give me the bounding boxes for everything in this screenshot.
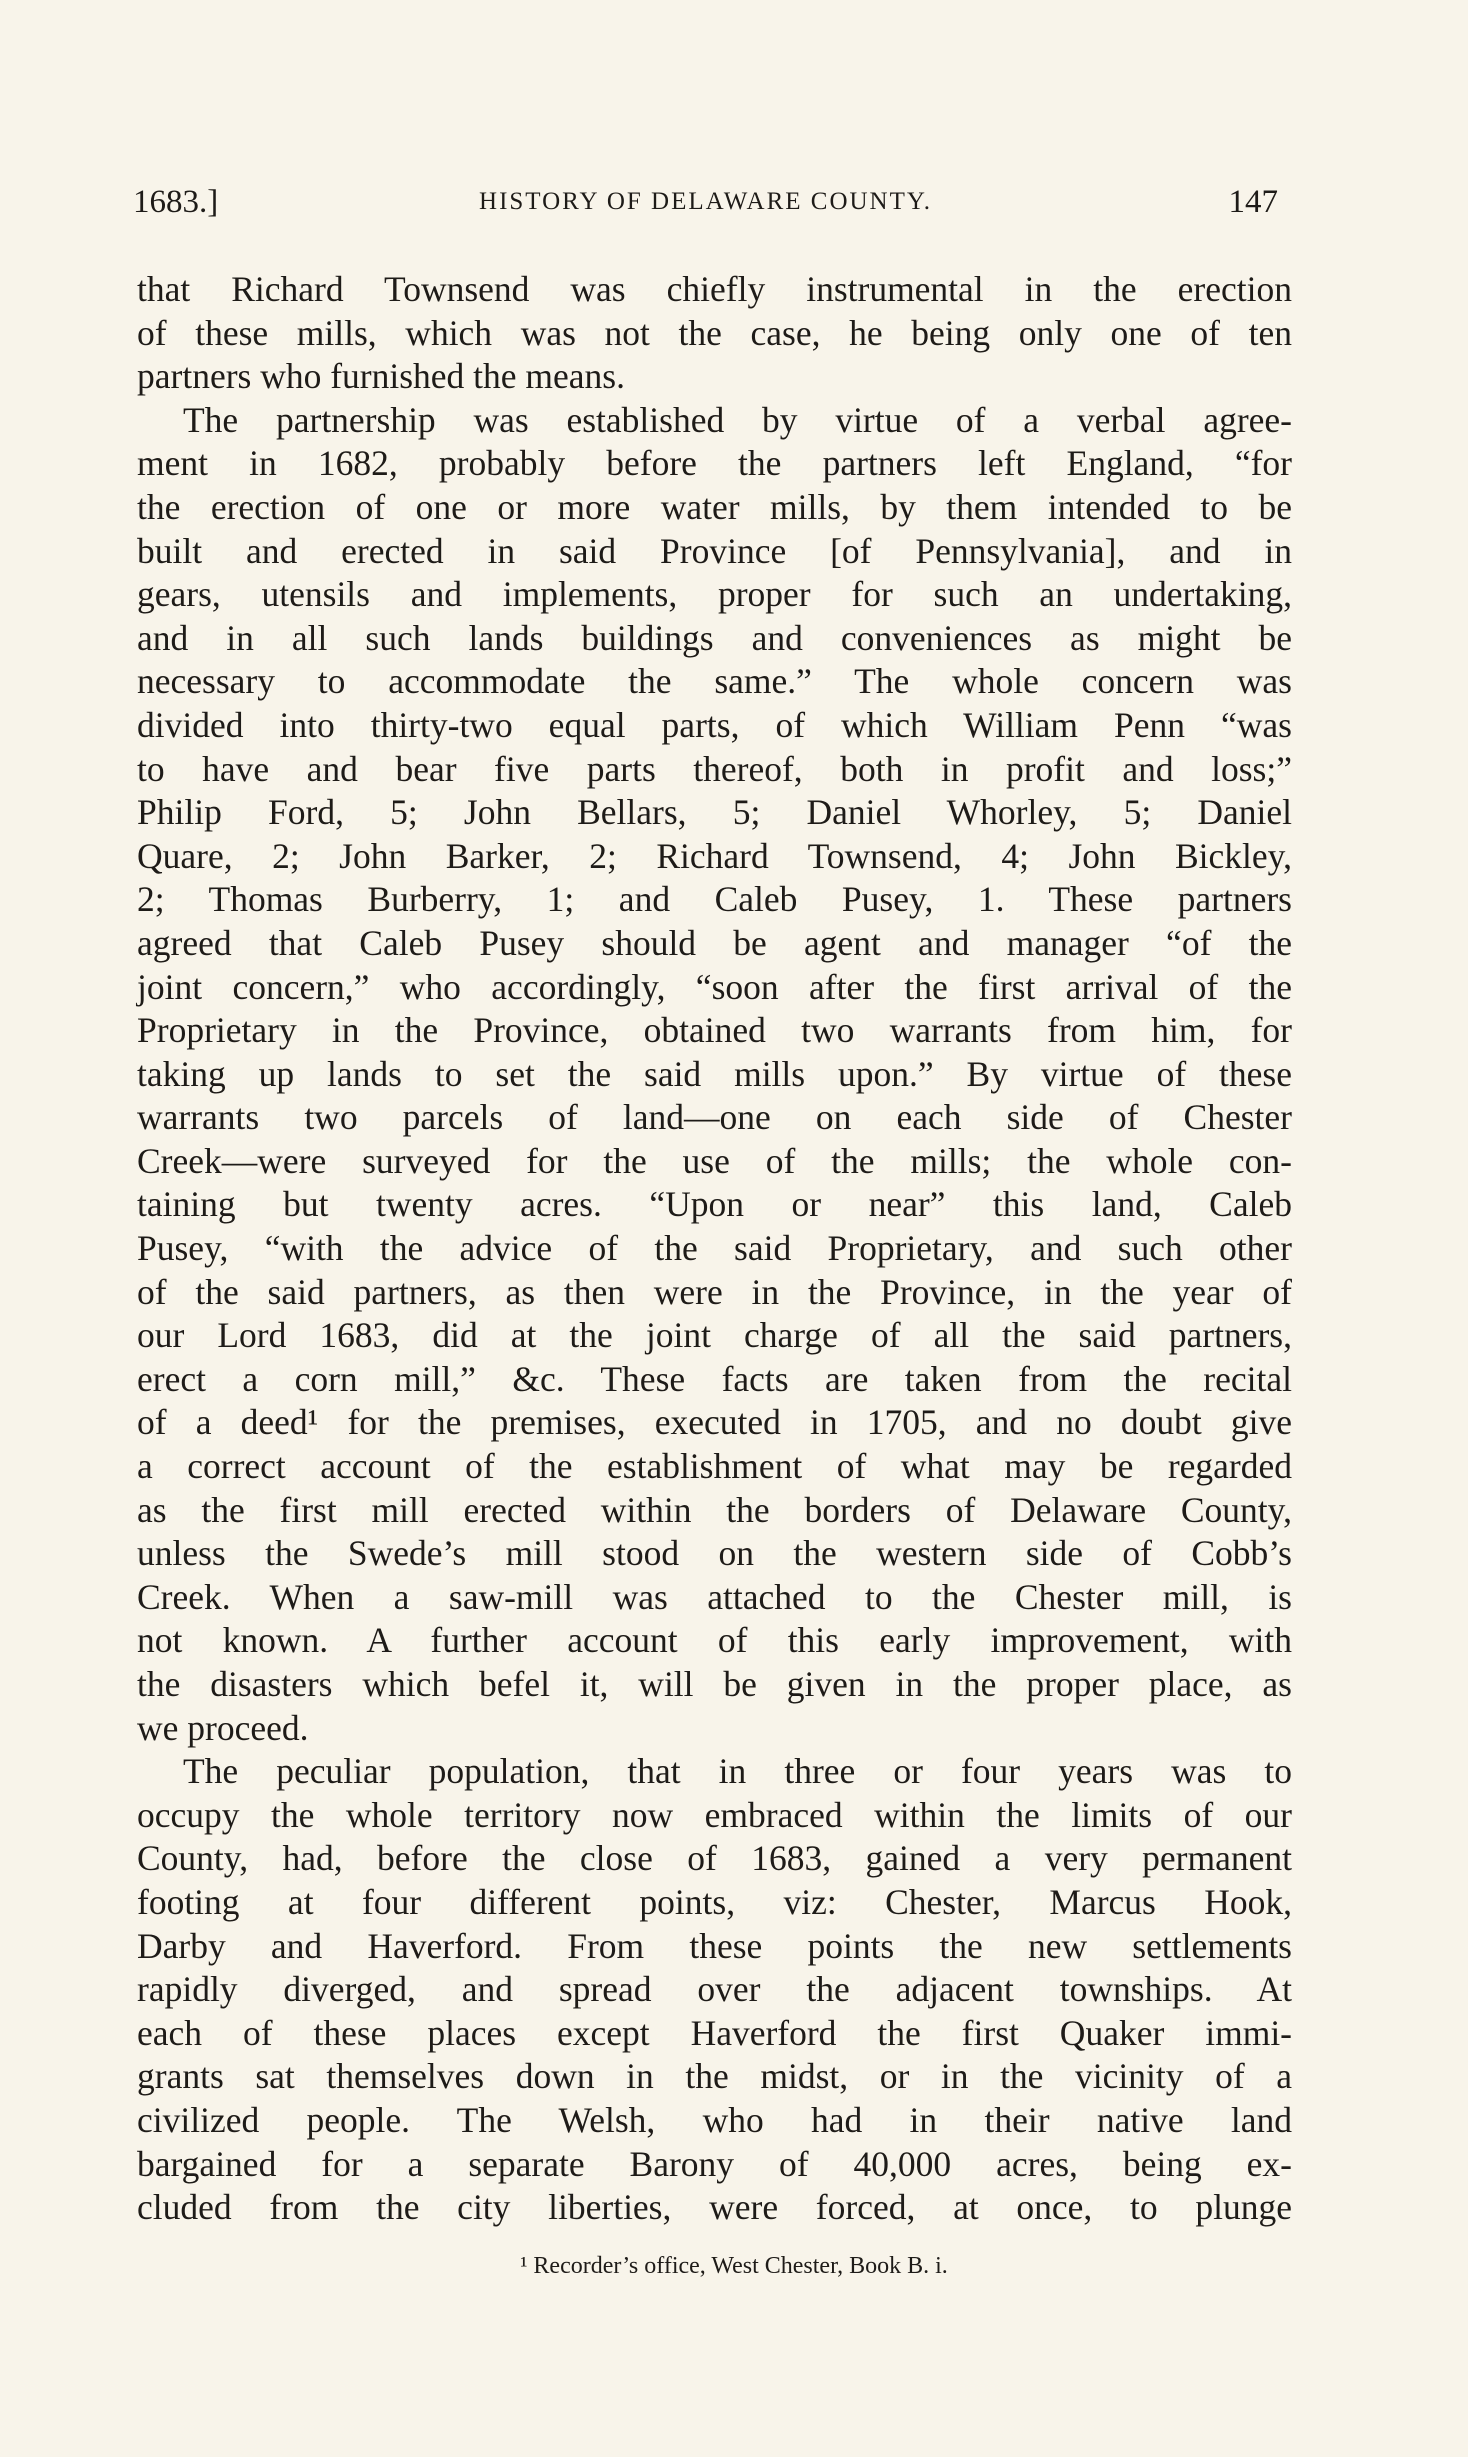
text-line: and in all such lands buildings and conveniences as might be <box>137 617 1292 658</box>
text-line: footing at four different points, viz: Chester, Marcus Hook, <box>137 1881 1292 1922</box>
text-line: civilized people. The Welsh, who had in their native land <box>137 2099 1292 2140</box>
text-line: The partnership was established by virtue of a verbal agree- <box>183 399 1292 440</box>
text-line: rapidly diverged, and spread over the adjacent townships. At <box>137 1969 1292 2010</box>
text-line: as the first mill erected within the borders of Delaware County, <box>137 1489 1292 1530</box>
text-line: warrants two parcels of land—one on each side of Chester <box>137 1097 1292 1138</box>
text-line: Proprietary in the Province, obtained two warrants from him, for <box>137 1010 1292 1051</box>
footnote: ¹ Recorder’s office, West Chester, Book B. i. <box>520 2253 948 2279</box>
text-line: occupy the whole territory now embraced within the limits of our <box>137 1794 1292 1835</box>
text-line: taining but twenty acres. “Upon or near” this land, Caleb <box>137 1184 1292 1225</box>
text-line: cluded from the city liberties, were forced, at once, to plunge <box>137 2187 1292 2228</box>
text-line: Darby and Haverford. From these points the new settlements <box>137 1925 1292 1966</box>
text-line: our Lord 1683, did at the joint charge of all the said partners, <box>137 1315 1292 1356</box>
header-year: 1683.] <box>133 184 219 220</box>
text-line: County, had, before the close of 1683, gained a very permanent <box>137 1838 1292 1879</box>
text-line: Creek—were surveyed for the use of the mills; the whole con- <box>137 1140 1292 1181</box>
text-line: of these mills, which was not the case, he being only one of ten <box>137 312 1292 353</box>
text-line: partners who furnished the means. <box>137 356 625 397</box>
text-line: divided into thirty-two equal parts, of which William Penn “was <box>137 704 1292 745</box>
text-line: Philip Ford, 5; John Bellars, 5; Daniel Whorley, 5; Daniel <box>137 792 1292 833</box>
page-number: 147 <box>1228 184 1278 220</box>
text-line: of the said partners, as then were in the Province, in the year of <box>137 1271 1292 1312</box>
text-line: Creek. When a saw-mill was attached to the Chester mill, is <box>137 1576 1292 1617</box>
text-line: agreed that Caleb Pusey should be agent and manager “of the <box>137 922 1292 963</box>
text-line: that Richard Townsend was chiefly instrumental in the erection <box>137 269 1292 309</box>
text-line: ment in 1682, probably before the partners left England, “for <box>137 443 1292 484</box>
text-line: bargained for a separate Barony of 40,000 acres, being ex- <box>137 2143 1292 2184</box>
text-line: 2; Thomas Burberry, 1; and Caleb Pusey, 1. These partners <box>137 879 1292 920</box>
text-line: taking up lands to set the said mills upon.” By virtue of these <box>137 1053 1292 1094</box>
text-line: a correct account of the establishment of what may be regarded <box>137 1446 1292 1487</box>
text-line: we proceed. <box>137 1707 309 1748</box>
text-line: the disasters which befel it, will be given in the proper place, as <box>137 1664 1292 1704</box>
text-line: unless the Swede’s mill stood on the western side of Cobb’s <box>137 1533 1292 1574</box>
text-line: erect a corn mill,” &c. These facts are taken from the recital <box>137 1358 1292 1399</box>
text-line: built and erected in said Province [of Pennsylvania], and in <box>137 530 1292 571</box>
text-line: each of these places except Haverford the first Quaker immi- <box>137 2012 1292 2053</box>
text-line: Pusey, “with the advice of the said Proprietary, and such other <box>137 1228 1292 1269</box>
text-line: not known. A further account of this early improvement, with <box>137 1620 1292 1661</box>
text-line: gears, utensils and implements, proper for such an undertaking, <box>137 574 1292 615</box>
running-header <box>133 180 1278 224</box>
text-line: to have and bear five parts thereof, both in profit and loss;” <box>137 748 1292 789</box>
text-line: grants sat themselves down in the midst, or in the vicinity of a <box>137 2056 1292 2097</box>
text-line: The peculiar population, that in three or four years was to <box>183 1751 1292 1792</box>
body-text <box>137 268 1292 2230</box>
text-line: joint concern,” who accordingly, “soon after the first arrival of the <box>137 966 1292 1007</box>
header-title: HISTORY OF DELAWARE COUNTY. <box>479 188 932 215</box>
text-line: of a deed¹ for the premises, executed in 1705, and no doubt give <box>137 1402 1292 1443</box>
text-line: necessary to accommodate the same.” The whole concern was <box>137 661 1292 702</box>
text-line: Quare, 2; John Barker, 2; Richard Townsend, 4; John Bickley, <box>137 835 1292 876</box>
text-line: the erection of one or more water mills, by them intended to be <box>137 486 1292 527</box>
